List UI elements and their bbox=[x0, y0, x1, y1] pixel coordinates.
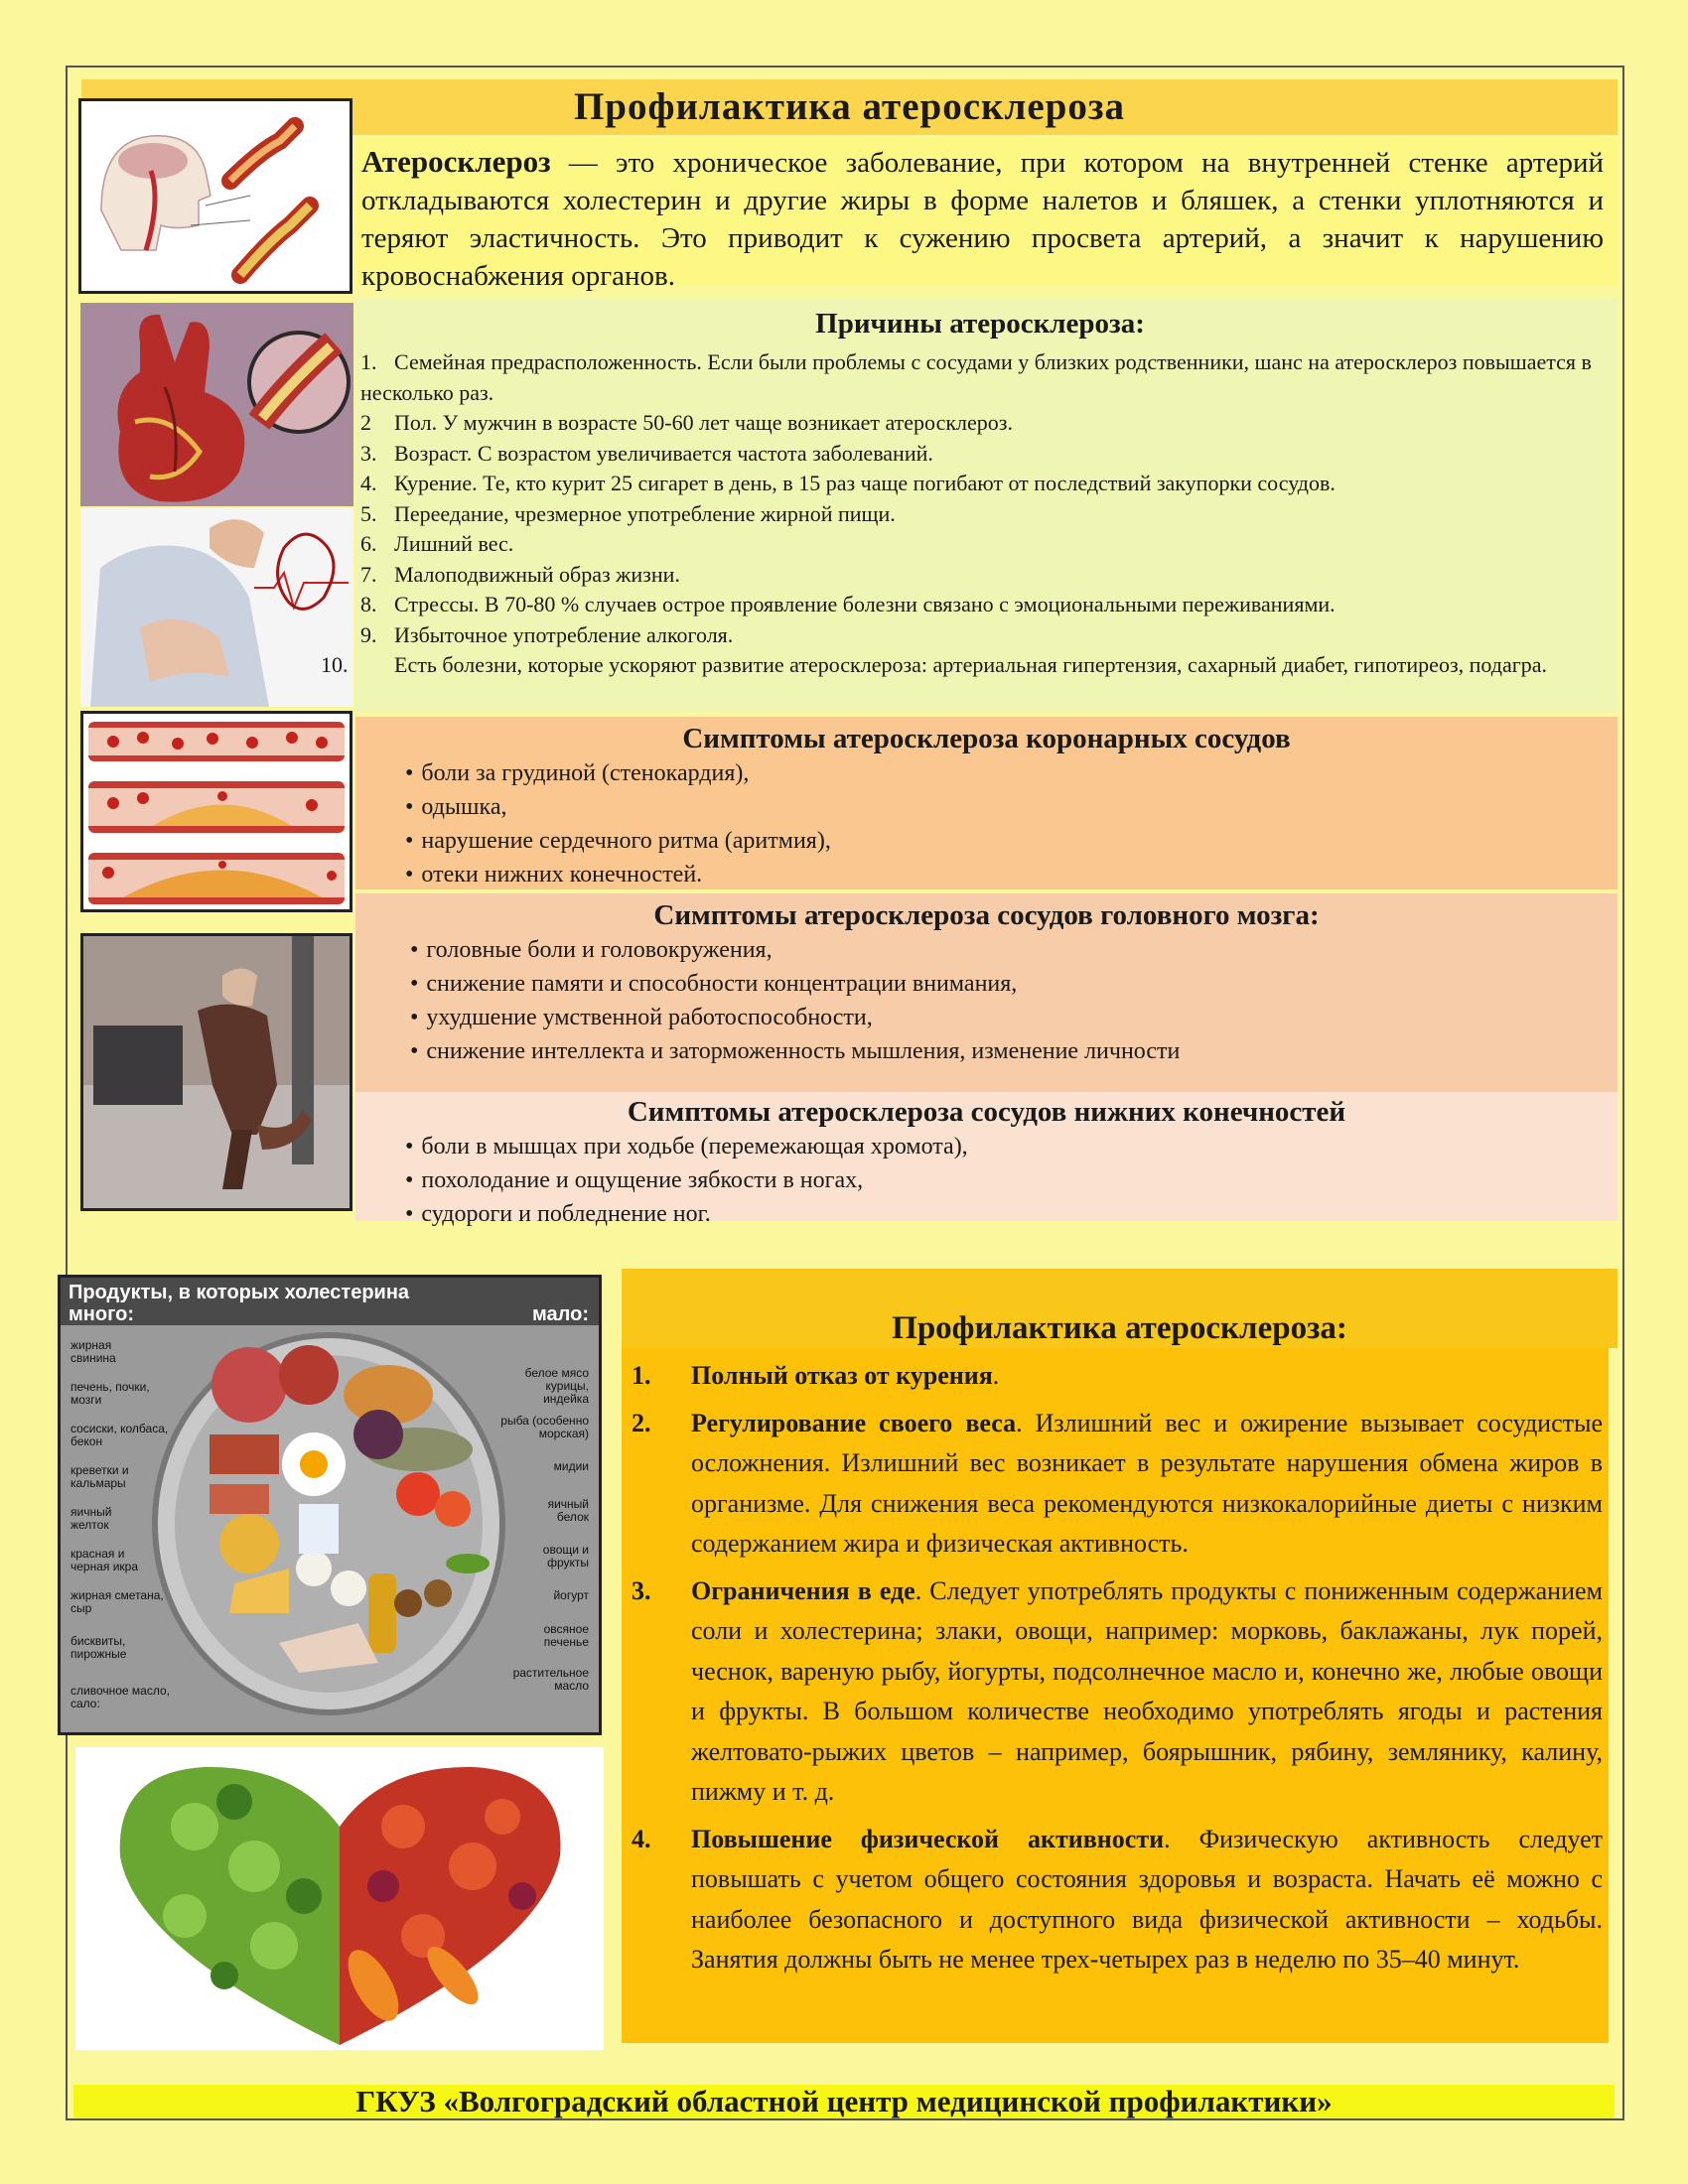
list-item: • боли за грудиной (стенокардия), bbox=[405, 756, 1598, 790]
list-item: 2 Пол. У мужчин в возрасте 50-60 лет чаще возникает атеросклероз. bbox=[360, 410, 1013, 435]
vegetable-heart-image bbox=[75, 1747, 604, 2050]
prevention-section bbox=[622, 1348, 1609, 2043]
label-sour-cream: жирная сметана, сыр bbox=[70, 1588, 164, 1615]
list-item: 10. Есть болезни, которые ускоряют развитие атеросклероза: артериальная гипертензия, сахарный диабет, гипотиреоз, подагра. bbox=[321, 652, 1548, 677]
legs-list bbox=[405, 1130, 1598, 1231]
coronary-list bbox=[405, 756, 1598, 891]
causes-heading: Причины атеросклероза: bbox=[815, 308, 1145, 340]
label-yogurt: йогурт bbox=[553, 1588, 589, 1602]
brain-heading: Симптомы атеросклероза сосудов головного мозга: bbox=[653, 899, 1320, 931]
label-oat-cookies: овсяное печенье bbox=[543, 1622, 589, 1649]
leg-pain-photo bbox=[80, 933, 352, 1211]
legs-heading: Симптомы атеросклероза сосудов нижних конечностей bbox=[627, 1096, 1346, 1128]
list-item: • снижение интеллекта и заторможенность мышления, изменение личности bbox=[410, 1034, 1598, 1068]
list-item: 2. Регулирование своего веса. Излишний вес и ожирение вызывает сосудистые осложнения. Излишний вес возникает в результате нарушения обмена жиров в организме. Для снижения веса рекомендуются низкокалорийные диеты с низким содержанием жира и физическая активность. bbox=[632, 1408, 1603, 1558]
vessel-plaque-illustration bbox=[80, 711, 352, 912]
list-item: 1. Полный отказ от курения. bbox=[632, 1361, 1000, 1390]
list-item: • одышка, bbox=[405, 790, 1598, 824]
footer-organization: ГКУЗ «Волгоградский областной центр медицинской профилактики» bbox=[73, 2085, 1615, 2118]
list-item: • судороги и побледнение ног. bbox=[405, 1197, 1598, 1231]
list-item: 8. Стрессы. В 70-80 % случаев острое проявление болезни связано с эмоциональными переживаниями. bbox=[360, 592, 1336, 616]
coronary-symptoms-section bbox=[355, 717, 1618, 889]
intro-paragraph bbox=[355, 137, 1618, 292]
causes-section bbox=[321, 298, 1618, 713]
page-title: Профилактика атеросклероза bbox=[81, 79, 1618, 135]
label-vegetables: овощи и фрукты bbox=[542, 1543, 589, 1570]
label-caviar: красная и черная икра bbox=[70, 1547, 139, 1573]
list-item: 3. Ограничения в еде. Следует употреблять продукты с пониженным содержанием соли и холестерина; злаки, овощи, например: морковь, баклажаны, лук порей, чеснок, вареную рыбу, йогурты, подсолнечное масло и, конечно же, любые овощи и фрукты. В большом количестве необходимо употреблять ягоды и растения желтовато-рыжих цветов – например, боярышник, рябину, землянику, калину, пижму и т. д. bbox=[632, 1575, 1603, 1806]
label-butter: сливочное масло, сало: bbox=[70, 1684, 170, 1710]
brain-symptoms-section bbox=[355, 893, 1618, 1092]
label-liver: печень, почки, мозги bbox=[70, 1380, 150, 1407]
intro-text: — это хроническое заболевание, при котором на внутренней стенке артерий откладываются холестерин и другие жиры в форме налетов и бляшек, а стенки уплотняются и теряют эластичность. Это приводит к сужению просвета артерий, а значит к нарушению кровоснабжения органов. bbox=[361, 147, 1604, 292]
prevention-heading: Профилактика атеросклероза: bbox=[622, 1269, 1618, 1348]
brain-list bbox=[410, 933, 1598, 1068]
cholesterol-chart-title: Продукты, в которых холестерина bbox=[69, 1282, 410, 1303]
list-item: • нарушение сердечного ритма (аритмия), bbox=[405, 824, 1598, 858]
list-item: • ухудшение умственной работоспособности, bbox=[410, 1001, 1598, 1034]
cholesterol-few-label: мало: bbox=[532, 1303, 589, 1325]
causes-list bbox=[321, 347, 1600, 681]
list-item: 9. Избыточное употребление алкоголя. bbox=[360, 621, 734, 647]
label-shrimp: креветки и кальмары bbox=[70, 1463, 129, 1490]
label-mussels: мидии bbox=[553, 1459, 589, 1473]
label-pastry: бисквиты, пирожные bbox=[70, 1634, 127, 1661]
list-item: • снижение памяти и способности концентрации внимания, bbox=[410, 967, 1598, 1001]
label-fish: рыба (особенно морская) bbox=[500, 1414, 589, 1440]
list-item: • похолодание и ощущение зябкости в ногах, bbox=[405, 1163, 1598, 1197]
label-egg-white: яичный белок bbox=[547, 1497, 589, 1524]
cholesterol-products-chart bbox=[58, 1275, 602, 1735]
label-fatty-pork: жирная свинина bbox=[70, 1338, 116, 1365]
artery-illustration bbox=[78, 98, 352, 294]
intro-term: Атеросклероз bbox=[361, 144, 551, 179]
list-item: 6. Лишний вес. bbox=[360, 531, 514, 556]
list-item: 5. Переедание, чрезмерное употребление жирной пищи. bbox=[360, 500, 896, 526]
list-item: 4. Курение. Те, кто курит 25 сигарет в день, в 15 раз чаще погибают от последствий закупорки сосудов. bbox=[360, 471, 1336, 495]
list-item: 4. Повышение физической активности. Физическую активность следует повышать с учетом общего состояния здоровья и возраста. Начать её можно с наиболее безопасного и доступного вида физической активности – ходьбы. Занятия должны быть не менее трех-четырех раз в неделю по 35–40 минут. bbox=[632, 1824, 1604, 1974]
list-item: 7. Малоподвижный образ жизни. bbox=[360, 561, 680, 587]
cholesterol-chart-header bbox=[61, 1278, 599, 1325]
list-item: • боли в мышцах при ходьбе (перемежающая хромота), bbox=[405, 1130, 1598, 1163]
list-item: • головные боли и головокружения, bbox=[410, 933, 1598, 967]
label-chicken: белое мясо курицы, индейка bbox=[524, 1366, 589, 1406]
label-sausage: сосиски, колбаса, бекон bbox=[70, 1422, 169, 1448]
cholesterol-many-label: много: bbox=[69, 1303, 135, 1325]
prevention-list bbox=[632, 1356, 1603, 1980]
list-item: 1. Семейная предрасположенность. Если были проблемы с сосудами у близких родственники, шанс на атеросклероз повышается в несколько раз. bbox=[360, 349, 1592, 405]
list-item: • отеки нижних конечностей. bbox=[405, 858, 1598, 891]
label-vegetable-oil: растительное масло bbox=[512, 1666, 589, 1693]
label-egg-yolk: яичный желток bbox=[70, 1505, 112, 1532]
coronary-heading: Симптомы атеросклероза коронарных сосудов bbox=[682, 723, 1291, 754]
heart-illustration bbox=[80, 303, 353, 506]
legs-symptoms-section bbox=[355, 1092, 1618, 1227]
list-item: 3. Возраст. С возрастом увеличивается частота заболеваний. bbox=[360, 440, 933, 466]
chest-pain-photo bbox=[80, 508, 353, 707]
